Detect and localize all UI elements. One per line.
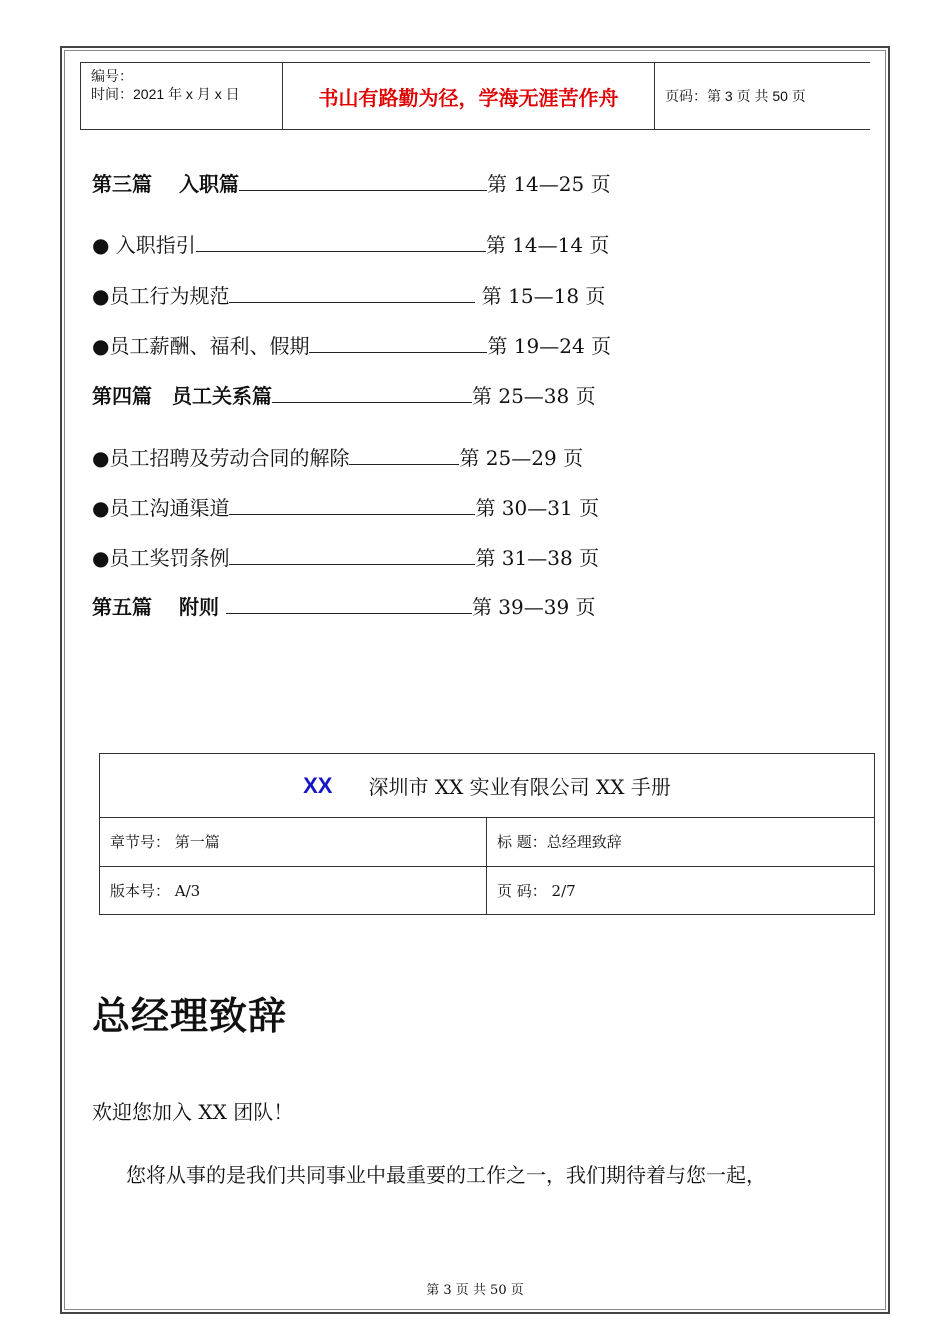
- toc-entry-pages: 第 14—14 页: [485, 233, 610, 257]
- toc-entry-text: ●员工沟通渠道: [92, 496, 230, 520]
- toc-leader: [229, 496, 475, 515]
- page-cell: 页 码： 2/7: [497, 882, 576, 900]
- toc-entry[interactable]: [92, 280, 605, 309]
- toc-entry[interactable]: [92, 542, 599, 571]
- header-meta: [80, 63, 282, 129]
- toc-entry-text: 第四篇 员工关系篇: [92, 384, 272, 408]
- toc-leader: [229, 284, 475, 303]
- toc-entry-text: ● 入职指引: [92, 233, 196, 257]
- toc-leader: [196, 233, 486, 252]
- toc-entry[interactable]: [92, 442, 583, 471]
- chapter-cell: 章节号： 第一篇: [100, 817, 487, 867]
- toc-leader: [239, 172, 487, 191]
- toc-entry[interactable]: [92, 591, 596, 620]
- toc-entry[interactable]: [92, 168, 611, 197]
- toc-leader: [229, 546, 475, 565]
- speech-paragraph: 您将从事的是我们共同事业中最重要的工作之一，我们期待着与您一起，: [126, 1163, 766, 1187]
- toc-entry-text: 第三篇 入职篇: [92, 172, 239, 196]
- time-label: 时间：2021 年 x 月 x 日: [91, 86, 240, 102]
- toc-entry-pages: 第 39—39 页: [471, 595, 596, 619]
- toc-leader: [309, 334, 487, 353]
- toc-entry-pages: 第 15—18 页: [475, 284, 606, 308]
- brand-logo: XX: [303, 772, 333, 798]
- manual-title-row: [100, 754, 874, 818]
- toc-entry-text: ●员工薪酬、福利、假期: [92, 334, 310, 358]
- toc-entry-pages: 第 30—31 页: [475, 496, 600, 520]
- manual-info-table: [99, 753, 875, 915]
- toc-entry-pages: 第 25—29 页: [459, 446, 584, 470]
- page-header: [80, 62, 870, 130]
- toc-entry[interactable]: [92, 380, 596, 409]
- page-footer: 第 3 页 共 50 页: [426, 1283, 524, 1298]
- speech-title: 总经理致辞: [92, 994, 288, 1038]
- toc-entry-text: ●员工行为规范: [92, 284, 230, 308]
- header-page-info: 页码：第 3 页 共 50 页: [665, 88, 806, 104]
- number-label: 编号：: [91, 68, 133, 84]
- toc-leader: [349, 446, 459, 465]
- toc-entry[interactable]: [92, 229, 609, 258]
- toc-leader: [272, 384, 472, 403]
- toc-entry[interactable]: [92, 330, 611, 359]
- toc-entry-pages: 第 25—38 页: [472, 384, 596, 408]
- toc-entry-text: ●员工招聘及劳动合同的解除: [92, 446, 350, 470]
- version-cell: 版本号： A/3: [100, 867, 487, 914]
- toc-entry-pages: 第 31—38 页: [475, 546, 600, 570]
- speech-greeting: 欢迎您加入 XX 团队！: [92, 1100, 294, 1124]
- toc-entry-text: 第五篇 附则: [92, 595, 226, 619]
- toc-entry[interactable]: [92, 492, 599, 521]
- manual-title: 深圳市 XX 实业有限公司 XX 手册: [368, 775, 671, 799]
- toc-entry-text: ●员工奖罚条例: [92, 546, 230, 570]
- toc-entry-pages: 第 19—24 页: [487, 334, 612, 358]
- header-motto: 书山有路勤为径，学海无涯苦作舟: [282, 63, 655, 129]
- toc-leader: [226, 595, 472, 614]
- toc-entry-pages: 第 14—25 页: [486, 172, 611, 196]
- subject-cell: 标 题：总经理致辞: [487, 817, 874, 867]
